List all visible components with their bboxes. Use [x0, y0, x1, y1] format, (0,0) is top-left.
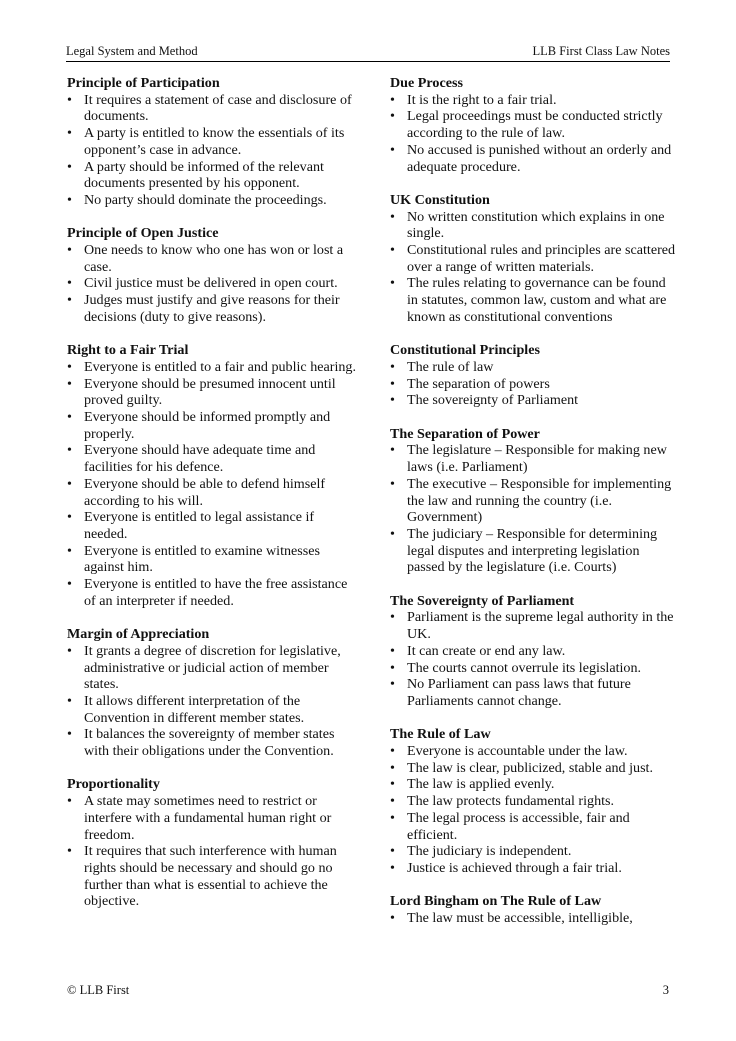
bullet-item: • It balances the sovereignty of member states with their obligations under the Convention. — [67, 726, 357, 759]
bullet-item: • The law protects fundamental rights. — [390, 793, 680, 810]
section-heading: UK Constitution — [390, 191, 490, 208]
section-heading: Proportionality — [67, 776, 160, 793]
bullet-item: • The judiciary – Responsible for determining legal disputes and interpreting legislation passed by the legislature (i.e. Courts) — [390, 526, 680, 576]
bullet-item: • Everyone is entitled to a fair and public hearing. — [67, 359, 357, 376]
bullet-item: • Constitutional rules and principles are scattered over a range of written materials. — [390, 242, 680, 275]
bullet-item: • The rules relating to governance can be found in statutes, common law, custom and what are known as constitutional conventions — [390, 275, 680, 325]
page-number: 3 — [662, 983, 669, 997]
bullet-item: • The law is applied evenly. — [390, 776, 680, 793]
section-heading: Principle of Open Justice — [67, 225, 219, 242]
section-heading: Principle of Participation — [67, 75, 220, 91]
bullet-item: • It is the right to a fair trial. — [390, 92, 680, 109]
section-heading: The Sovereignty of Parliament — [390, 592, 575, 609]
section-uk-constitution — [390, 192, 680, 326]
bullet-list — [390, 910, 680, 927]
bullet-item: • The law is clear, publicized, stable and just. — [390, 760, 680, 777]
bullet-item: • No party should dominate the proceedings. — [67, 192, 357, 209]
section-proportionality — [67, 776, 357, 910]
section-the-rule-of-law — [390, 726, 680, 876]
bullet-list — [390, 442, 680, 576]
bullet-item: • Judges must justify and give reasons for their decisions (duty to give reasons). — [67, 292, 357, 325]
bullet-item: • Everyone should be informed promptly and properly. — [67, 409, 357, 442]
section-heading: Due Process — [390, 75, 463, 91]
section-the-separation-of-power — [390, 426, 680, 576]
bullet-list — [67, 359, 357, 610]
bullet-item: • A state may sometimes need to restrict or interfere with a fundamental human right or freedom. — [67, 793, 357, 843]
section-heading: Lord Bingham on The Rule of Law — [390, 893, 602, 910]
section-heading: Margin of Appreciation — [67, 626, 210, 643]
bullet-item: • Everyone is entitled to have the free assistance of an interpreter if needed. — [67, 576, 357, 609]
bullet-item: • A party should be informed of the relevant documents presented by his opponent. — [67, 159, 357, 192]
bullet-item: • Everyone should be able to defend himself according to his will. — [67, 476, 357, 509]
bullet-item: • It requires a statement of case and disclosure of documents. — [67, 92, 357, 125]
bullet-item: • Everyone is entitled to legal assistance if needed. — [67, 509, 357, 542]
section-margin-of-appreciation — [67, 626, 357, 760]
bullet-item: • The rule of law — [390, 359, 680, 376]
bullet-item: • The law must be accessible, intelligible, — [390, 910, 680, 927]
bullet-item: • No Parliament can pass laws that future Parliaments cannot change. — [390, 676, 680, 709]
right-column — [390, 75, 680, 943]
section-the-sovereignty-of-parliament — [390, 593, 680, 710]
left-column — [67, 75, 357, 927]
bullet-item: • It grants a degree of discretion for legislative, administrative or judicial action of member states. — [67, 643, 357, 693]
bullet-item: • The executive – Responsible for implementing the law and running the country (i.e. Government) — [390, 476, 680, 526]
bullet-item: • No accused is punished without an orderly and adequate procedure. — [390, 142, 680, 175]
header-course-title: Legal System and Method — [66, 44, 198, 58]
bullet-item: • No written constitution which explains in one single. — [390, 209, 680, 242]
bullet-item: • One needs to know who one has won or lost a case. — [67, 242, 357, 275]
bullet-item: • Civil justice must be delivered in open court. — [67, 275, 357, 292]
footer-copyright: © LLB First — [67, 983, 130, 997]
section-right-to-a-fair-trial — [67, 342, 357, 609]
bullet-list — [67, 242, 357, 326]
bullet-list — [390, 609, 680, 709]
bullet-item: • Justice is achieved through a fair trial. — [390, 860, 680, 877]
bullet-list — [390, 209, 680, 326]
bullet-item: • It allows different interpretation of the Convention in different member states. — [67, 693, 357, 726]
section-principle-of-participation — [67, 75, 357, 209]
bullet-item: • A party is entitled to know the essentials of its opponent’s case in advance. — [67, 125, 357, 158]
bullet-item: • The legislature – Responsible for making new laws (i.e. Parliament) — [390, 442, 680, 475]
section-heading: The Rule of Law — [390, 726, 491, 743]
bullet-list — [67, 793, 357, 910]
bullet-item: • The judiciary is independent. — [390, 843, 680, 860]
bullet-item: • The sovereignty of Parliament — [390, 392, 680, 409]
section-constitutional-principles — [390, 342, 680, 409]
page-header — [66, 44, 670, 62]
bullet-item: • It requires that such interference with human rights should be necessary and should go no further than what is essential to achieve the objective. — [67, 843, 357, 910]
bullet-item: • Everyone is accountable under the law. — [390, 743, 680, 760]
bullet-item: • The legal process is accessible, fair and efficient. — [390, 810, 680, 843]
bullet-item: • The separation of powers — [390, 376, 680, 393]
bullet-item: • Everyone should have adequate time and facilities for his defence. — [67, 442, 357, 475]
bullet-item: • Legal proceedings must be conducted strictly according to the rule of law. — [390, 108, 680, 141]
bullet-item: • Everyone should be presumed innocent until proved guilty. — [67, 376, 357, 409]
bullet-list — [390, 359, 680, 409]
bullet-list — [390, 743, 680, 877]
section-heading: Right to a Fair Trial — [67, 342, 189, 359]
bullet-item: • Parliament is the supreme legal authority in the UK. — [390, 609, 680, 642]
bullet-item: • The courts cannot overrule its legislation. — [390, 660, 680, 677]
bullet-list — [390, 92, 680, 176]
bullet-item: • It can create or end any law. — [390, 643, 680, 660]
header-notes-title: LLB First Class Law Notes — [532, 44, 670, 58]
section-due-process — [390, 75, 680, 175]
bullet-list — [67, 643, 357, 760]
section-heading: The Separation of Power — [390, 425, 540, 442]
section-principle-of-open-justice — [67, 225, 357, 325]
bullet-list — [67, 92, 357, 209]
section-lord-bingham-on-the-rule-of-law — [390, 893, 680, 926]
bullet-item: • Everyone is entitled to examine witnesses against him. — [67, 543, 357, 576]
section-heading: Constitutional Principles — [390, 342, 540, 359]
